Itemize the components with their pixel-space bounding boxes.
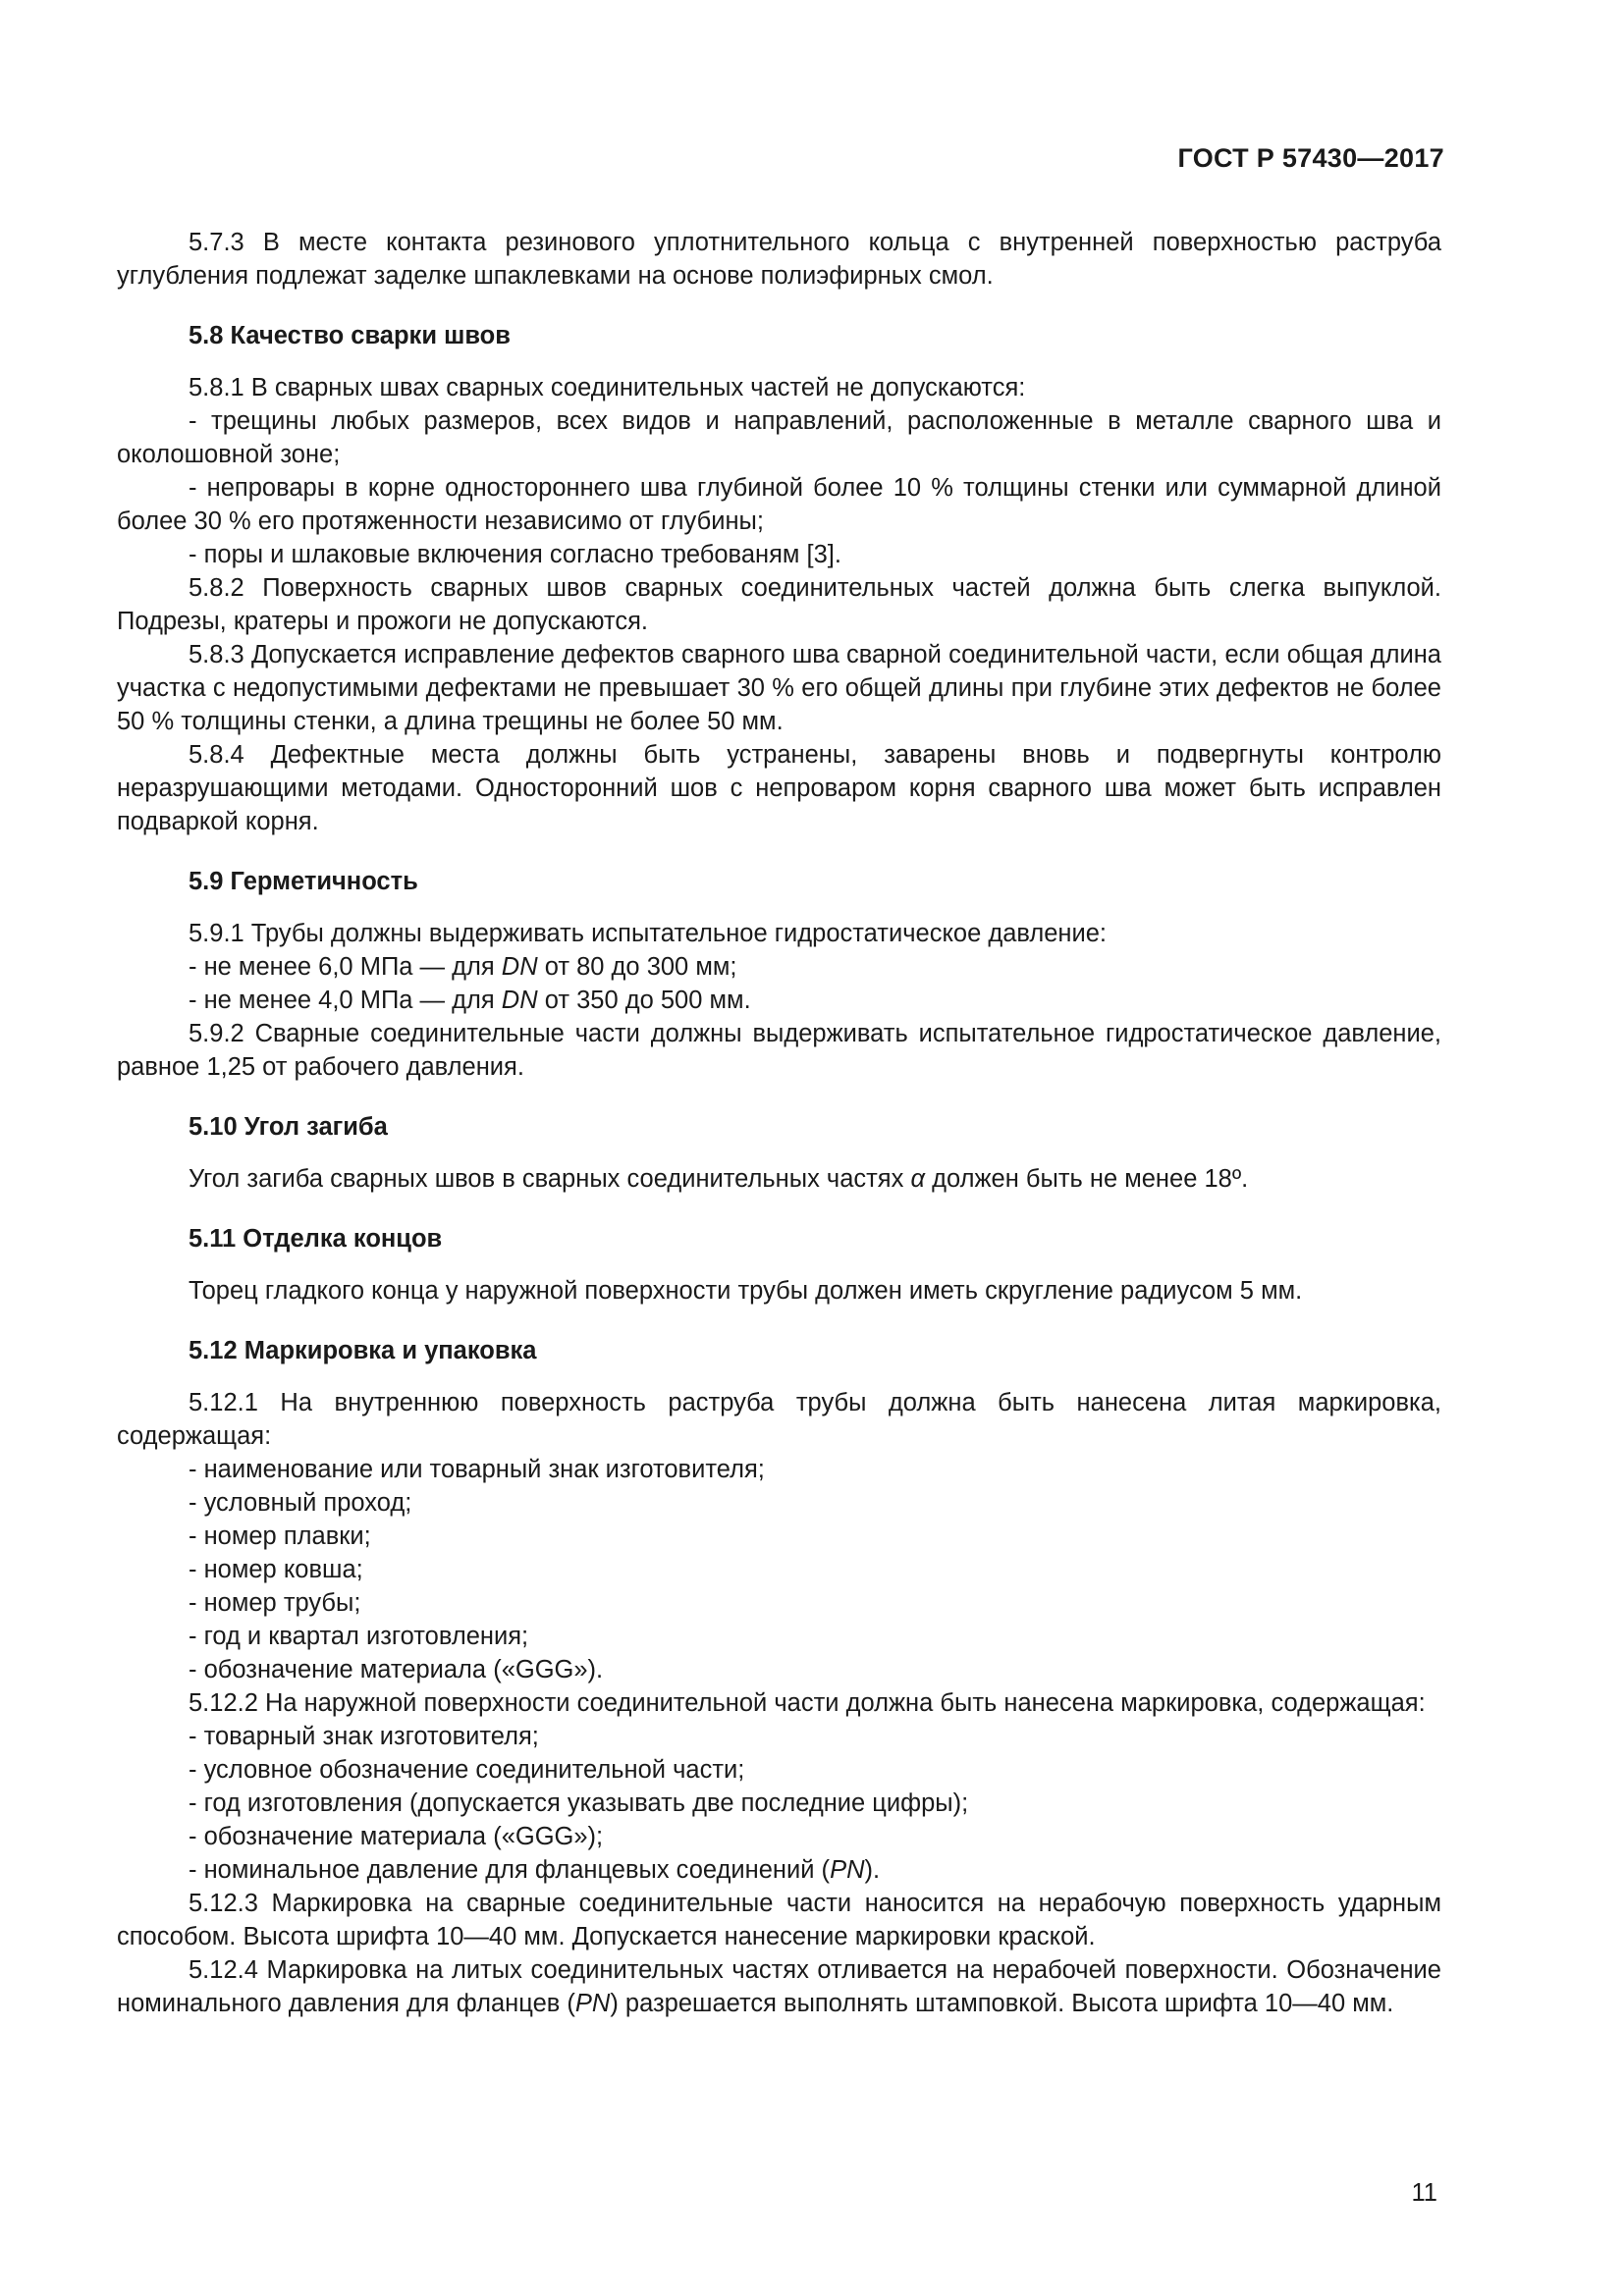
list-item: - трещины любых размеров, всех видов и направлений, расположенные в металле сварного шва и околошовной зоне; xyxy=(117,407,1441,468)
paragraph: 5.7.3 В месте контакта резинового уплотнительного кольца с внутренней поверхностью раструба углубления подлежат заделке шпаклевками на основе полиэфирных смол. xyxy=(117,229,1441,290)
list-item: - номер ковша; xyxy=(189,1556,363,1583)
list-item: - год изготовления (допускается указывать две последние цифры); xyxy=(189,1789,969,1817)
paragraph: 5.8.3 Допускается исправление дефектов сварного шва сварной соединительной части, если общая длина участка с недопустимыми дефектами не превышает 30 % его общей длины при глубине этих дефектов не более 50 % толщины стенки, а длина трещины не более 50 мм. xyxy=(117,641,1441,735)
document-body xyxy=(117,226,1441,2020)
section-heading: 5.8 Качество сварки швов xyxy=(189,322,511,349)
list-item: - номинальное давление для фланцевых соединений (PN). xyxy=(189,1856,881,1884)
section-heading: 5.12 Маркировка и упаковка xyxy=(189,1337,537,1364)
paragraph: 5.8.2 Поверхность сварных швов сварных соединительных частей должна быть слегка выпуклой. Подрезы, кратеры и прожоги не допускаются. xyxy=(117,574,1441,635)
list-item: - условное обозначение соединительной части; xyxy=(189,1756,745,1784)
list-item: - год и квартал изготовления; xyxy=(189,1623,529,1650)
italic-symbol: DN xyxy=(501,987,538,1014)
list-item: - номер плавки; xyxy=(189,1522,371,1550)
paragraph: 5.12.3 Маркировка на сварные соединительные части наносится на нерабочую поверхность ударным способом. Высота шрифта 10—40 мм. Допускается нанесение маркировки краской. xyxy=(117,1890,1441,1950)
list-item: - не менее 4,0 МПа — для DN от 350 до 500 мм. xyxy=(189,987,751,1014)
list-item: - наименование или товарный знак изготовителя; xyxy=(189,1456,765,1483)
italic-symbol: PN xyxy=(574,1990,611,2017)
paragraph: 5.9.2 Сварные соединительные части должны выдерживать испытательное гидростатическое давление, равное 1,25 от рабочего давления. xyxy=(117,1020,1441,1081)
italic-symbol: DN xyxy=(501,953,538,981)
paragraph: 5.9.1 Трубы должны выдерживать испытательное гидростатическое давление: xyxy=(189,920,1108,947)
paragraph: 5.12.1 На внутреннюю поверхность раструба трубы должна быть нанесена литая маркировка, содержащая: xyxy=(117,1389,1441,1450)
list-item: - обозначение материала («GGG»). xyxy=(189,1656,604,1683)
list-item: - поры и шлаковые включения согласно требованям [3]. xyxy=(189,541,841,568)
italic-symbol: α xyxy=(910,1165,926,1193)
list-item: - номер трубы; xyxy=(189,1589,361,1617)
list-item: - товарный знак изготовителя; xyxy=(189,1723,539,1750)
paragraph: 5.8.1 В сварных швах сварных соединительных частей не допускаются: xyxy=(189,374,1026,401)
list-item: - не менее 6,0 МПа — для DN от 80 до 300 мм; xyxy=(189,953,737,981)
italic-symbol: PN xyxy=(830,1856,865,1884)
document-header: ГОСТ Р 57430—2017 xyxy=(1177,143,1444,173)
paragraph: Угол загиба сварных швов в сварных соединительных частях α должен быть не менее 18º. xyxy=(189,1165,1249,1193)
paragraph: 5.12.2 На наружной поверхности соединительной части должна быть нанесена маркировка, содержащая: xyxy=(189,1689,1426,1717)
section-heading: 5.10 Угол загиба xyxy=(189,1113,388,1141)
page-number: 11 xyxy=(1411,2179,1437,2207)
list-item: - обозначение материала («GGG»); xyxy=(189,1823,604,1850)
list-item: - условный проход; xyxy=(189,1489,412,1517)
paragraph: 5.8.4 Дефектные места должны быть устранены, заварены вновь и подвергнуты контролю неразрушающими методами. Односторонний шов с непроваром корня сварного шва может быть исправлен подваркой корня. xyxy=(117,741,1441,835)
list-item: - непровары в корне одностороннего шва глубиной более 10 % толщины стенки или суммарной длиной более 30 % его протяженности независимо от глубины; xyxy=(117,474,1441,535)
paragraph: Торец гладкого конца у наружной поверхности трубы должен иметь скругление радиусом 5 мм. xyxy=(189,1277,1303,1305)
section-heading: 5.11 Отделка концов xyxy=(189,1225,443,1253)
section-heading: 5.9 Герметичность xyxy=(189,868,418,895)
paragraph: 5.12.4 Маркировка на литых соединительных частях отливается на нерабочей поверхности. Обозначение номинального давления для фланцев (PN) разрешается выполнять штамповкой. Высота шрифта 10—40 мм. xyxy=(117,1956,1441,2017)
